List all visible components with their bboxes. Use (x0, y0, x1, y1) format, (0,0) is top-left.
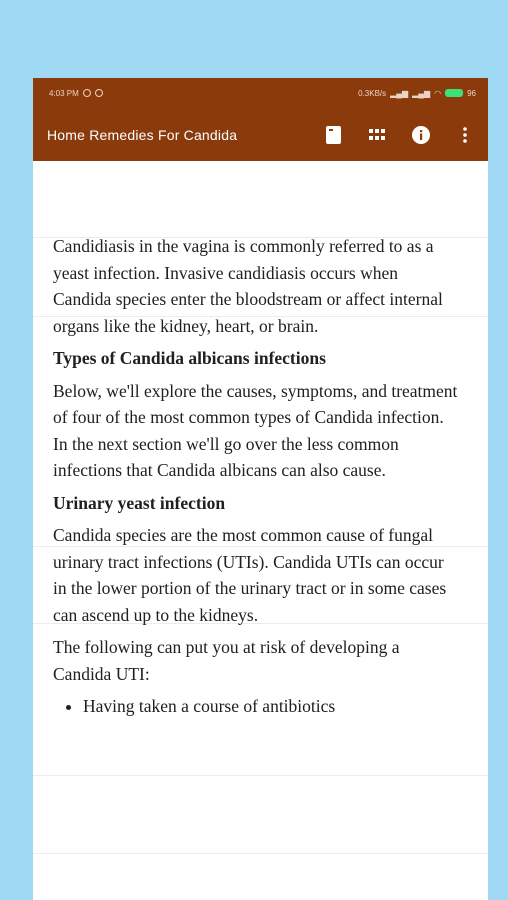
paragraph: The following can put you at risk of developing a Candida UTI: (53, 637, 400, 684)
section-heading: Urinary yeast infection (53, 492, 226, 513)
article-content[interactable] (33, 161, 488, 900)
network-speed: 0.3KB/s (358, 88, 387, 98)
signal-icon: ▂▄▆ (412, 88, 431, 98)
info-icon[interactable] (412, 126, 430, 144)
status-bar (33, 78, 488, 108)
status-right (358, 89, 476, 98)
app-title: Home Remedies For Candida (47, 126, 238, 143)
bullet-list (53, 693, 458, 720)
grid-icon[interactable] (368, 126, 386, 144)
notification-icon (95, 89, 103, 97)
article-text (53, 233, 458, 720)
wifi-icon: ◠ (434, 88, 442, 98)
status-time: 4:03 PM (49, 88, 79, 98)
battery-level: 96 (467, 88, 476, 98)
app-bar-actions (324, 126, 474, 144)
app-bar (33, 108, 488, 161)
notification-icon (83, 89, 91, 97)
paragraph: Below, we'll explore the causes, symptoms, and treatment of four of the most common types of Candida infection. In the next section we'll go over the less common infections that Candida albicans can also cause. (53, 380, 458, 480)
paragraph: Candidiasis in the vagina is commonly referred to as a yeast infection. Invasive candidiasis occurs when Candida species enter the bloodstream or affect internal organs like the kidney, heart, or brain. (53, 236, 443, 336)
phone-screen (33, 78, 488, 900)
book-icon[interactable] (324, 126, 342, 144)
signal-icon: ▂▄▆ (390, 88, 409, 98)
more-vert-icon[interactable] (456, 126, 474, 144)
battery-icon (445, 89, 463, 97)
paragraph: Candida species are the most common cause of fungal urinary tract infections (UTIs). Candida UTIs can occur in the lower portion of the urinary tract or in some cases can ascend up to the kidneys. (53, 525, 447, 625)
section-heading: Types of Candida albicans infections (53, 348, 326, 368)
list-item: • Having taken a course of antibiotics (83, 693, 458, 720)
status-left (49, 89, 103, 98)
